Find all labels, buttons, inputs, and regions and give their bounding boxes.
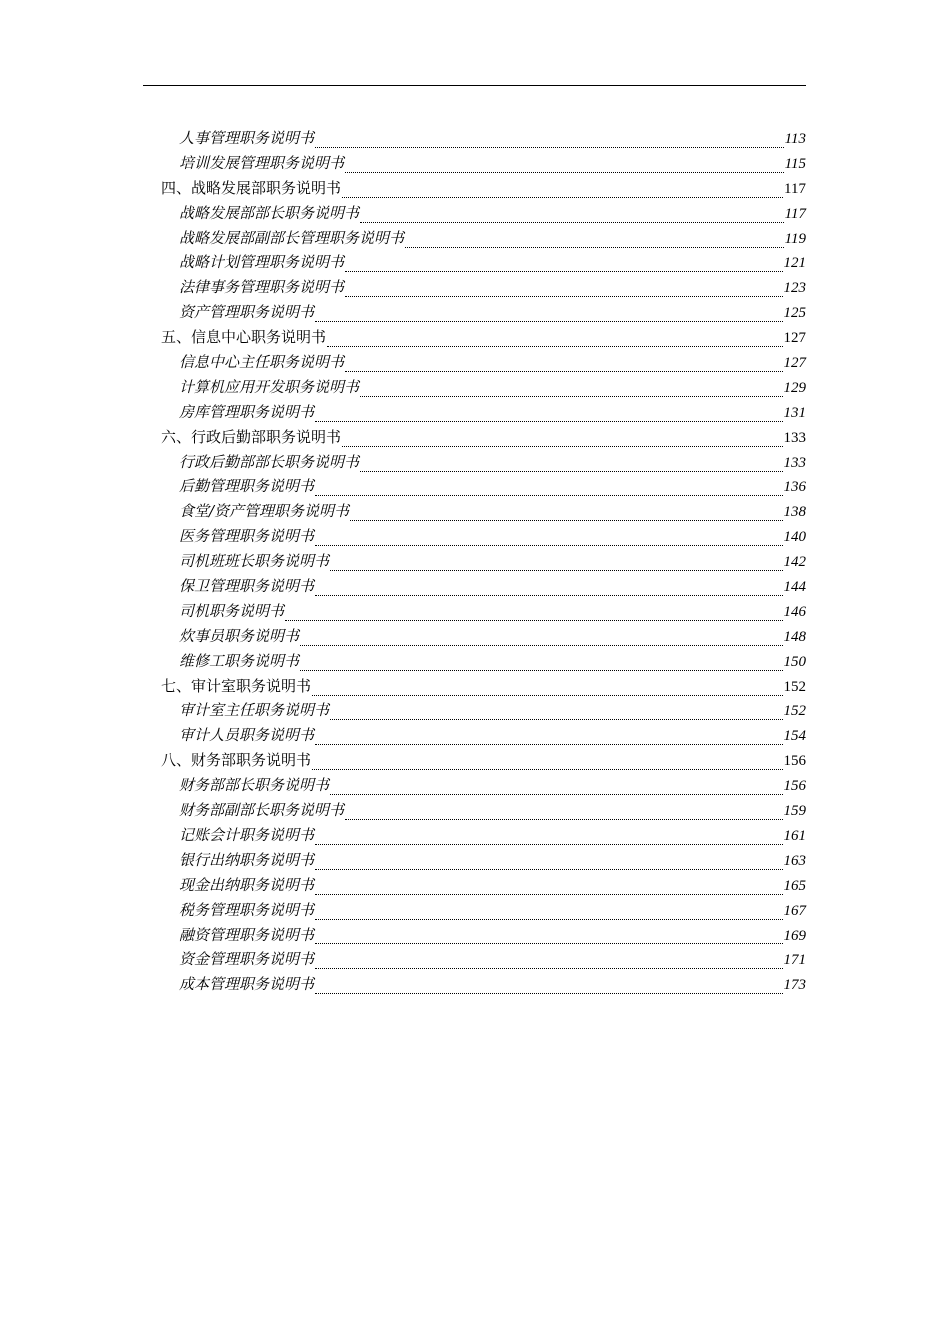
toc-page-number: 127: [783, 355, 806, 372]
toc-entry[interactable]: [161, 226, 806, 251]
toc-page-number: 152: [783, 703, 806, 720]
toc-page-number: 150: [783, 653, 806, 670]
toc-entry-title: 四、战略发展部职务说明书: [161, 178, 342, 197]
toc-entry[interactable]: [161, 599, 806, 624]
toc-dot-leader: [330, 560, 782, 571]
toc-entry-title: 司机班班长职务说明书: [179, 552, 330, 571]
toc-dot-leader: [350, 510, 782, 521]
toc-page-number: 117: [784, 180, 806, 197]
toc-entry-title: 现金出纳职务说明书: [179, 875, 315, 894]
toc-entry[interactable]: [161, 350, 806, 375]
toc-dot-leader: [345, 361, 782, 372]
toc-page-number: 125: [783, 305, 806, 322]
toc-entry[interactable]: [161, 947, 806, 972]
toc-entry-title: 司机职务说明书: [179, 601, 285, 620]
toc-entry-title: 成本管理职务说明书: [179, 975, 315, 994]
toc-page-number: 140: [783, 529, 806, 546]
toc-entry[interactable]: [161, 723, 806, 748]
toc-entry[interactable]: [161, 126, 806, 151]
toc-entry[interactable]: [161, 275, 806, 300]
toc-entry[interactable]: [161, 250, 806, 275]
toc-page-number: 113: [784, 131, 806, 147]
toc-entry[interactable]: [161, 972, 806, 997]
toc-page-number: 115: [784, 155, 806, 172]
toc-entry[interactable]: [161, 300, 806, 325]
toc-page-number: 133: [783, 454, 806, 471]
toc-page-number: 129: [783, 379, 806, 396]
toc-entry-title: 食堂/资产管理职务说明书: [179, 502, 350, 521]
toc-entry[interactable]: [161, 450, 806, 475]
toc-dot-leader: [330, 784, 782, 795]
toc-dot-leader: [405, 237, 784, 248]
toc-page-number: 171: [783, 952, 806, 969]
toc-page-number: 163: [783, 852, 806, 869]
toc-entry-title: 资金管理职务说明书: [179, 950, 315, 969]
toc-dot-leader: [315, 137, 784, 148]
toc-section-entry[interactable]: [161, 748, 806, 773]
toc-entry[interactable]: [161, 624, 806, 649]
toc-dot-leader: [315, 535, 782, 546]
toc-section-entry[interactable]: [161, 325, 806, 350]
toc-page-number: 121: [783, 255, 806, 272]
toc-dot-leader: [345, 261, 782, 272]
toc-dot-leader: [315, 411, 782, 422]
toc-dot-leader: [345, 809, 782, 820]
toc-entry[interactable]: [161, 524, 806, 549]
toc-page-number: 138: [783, 504, 806, 521]
toc-section-entry[interactable]: [161, 176, 806, 201]
toc-entry[interactable]: [161, 201, 806, 226]
toc-entry-title: 财务部副部长职务说明书: [179, 801, 345, 820]
toc-entry[interactable]: [161, 698, 806, 723]
toc-dot-leader: [342, 436, 782, 447]
toc-entry[interactable]: [161, 574, 806, 599]
toc-entry-title: 记账会计职务说明书: [179, 825, 315, 844]
toc-section-entry[interactable]: [161, 674, 806, 699]
toc-page-number: 127: [783, 330, 806, 347]
toc-entry-title: 融资管理职务说明书: [179, 925, 315, 944]
toc-dot-leader: [312, 685, 782, 696]
header-rule: [143, 85, 806, 86]
toc-entry-title: 计算机应用开发职务说明书: [179, 377, 360, 396]
toc-dot-leader: [315, 933, 782, 944]
toc-page-number: 131: [783, 404, 806, 421]
toc-page-number: 133: [783, 429, 806, 446]
toc-entry[interactable]: [161, 499, 806, 524]
toc-page-number: 152: [783, 678, 806, 695]
toc-entry-title: 行政后勤部部长职务说明书: [179, 452, 360, 471]
toc-page-number: 123: [783, 280, 806, 297]
toc-page-number: 154: [783, 728, 806, 745]
toc-dot-leader: [300, 635, 782, 646]
toc-entry-title: 战略发展部部长职务说明书: [179, 203, 360, 222]
toc-dot-leader: [327, 336, 782, 347]
toc-page-number: 156: [783, 753, 806, 770]
toc-dot-leader: [360, 386, 782, 397]
toc-section-entry[interactable]: [161, 425, 806, 450]
toc-entry-title: 人事管理职务说明书: [179, 129, 315, 147]
toc-entry[interactable]: [161, 873, 806, 898]
toc-page-number: 167: [783, 902, 806, 919]
toc-entry-title: 财务部部长职务说明书: [179, 776, 330, 795]
toc-entry-title: 银行出纳职务说明书: [179, 850, 315, 869]
toc-page-number: 119: [784, 230, 806, 247]
toc-entry-title: 七、审计室职务说明书: [161, 676, 312, 695]
toc-entry[interactable]: [161, 400, 806, 425]
toc-page-number: 117: [784, 205, 806, 222]
toc-entry-title: 审计人员职务说明书: [179, 726, 315, 745]
toc-dot-leader: [342, 187, 783, 198]
toc-dot-leader: [315, 311, 782, 322]
toc-dot-leader: [285, 610, 782, 621]
toc-entry-title: 五、信息中心职务说明书: [161, 328, 327, 347]
toc-page-number: 161: [783, 827, 806, 844]
toc-entry[interactable]: [161, 848, 806, 873]
toc-entry[interactable]: [161, 474, 806, 499]
toc-entry-title: 六、行政后勤部职务说明书: [161, 427, 342, 446]
toc-entry[interactable]: [161, 923, 806, 948]
toc-page-number: 169: [783, 927, 806, 944]
table-of-contents: [161, 126, 806, 997]
toc-entry[interactable]: [161, 549, 806, 574]
toc-entry[interactable]: [161, 375, 806, 400]
toc-page-number: 156: [783, 778, 806, 795]
toc-entry-title: 战略发展部副部长管理职务说明书: [179, 228, 405, 247]
toc-entry[interactable]: [161, 649, 806, 674]
toc-dot-leader: [315, 485, 782, 496]
toc-dot-leader: [360, 461, 782, 472]
toc-page-number: 159: [783, 803, 806, 820]
toc-page-number: 165: [783, 877, 806, 894]
toc-entry-title: 后勤管理职务说明书: [179, 477, 315, 496]
toc-dot-leader: [315, 884, 782, 895]
toc-page-number: 144: [783, 579, 806, 596]
toc-entry-title: 法律事务管理职务说明书: [179, 278, 345, 297]
toc-dot-leader: [300, 660, 782, 671]
toc-page-number: 142: [783, 554, 806, 571]
toc-entry-title: 炊事员职务说明书: [179, 626, 300, 645]
toc-entry-title: 战略计划管理职务说明书: [179, 253, 345, 272]
toc-dot-leader: [315, 834, 782, 845]
toc-dot-leader: [315, 958, 782, 969]
toc-entry-title: 医务管理职务说明书: [179, 527, 315, 546]
toc-page-number: 173: [783, 977, 806, 994]
toc-page-number: 146: [783, 603, 806, 620]
toc-dot-leader: [315, 909, 782, 920]
toc-dot-leader: [345, 162, 784, 173]
toc-entry-title: 税务管理职务说明书: [179, 900, 315, 919]
toc-entry-title: 信息中心主任职务说明书: [179, 353, 345, 372]
toc-entry[interactable]: [161, 798, 806, 823]
toc-dot-leader: [312, 759, 782, 770]
toc-entry-title: 房库管理职务说明书: [179, 402, 315, 421]
toc-dot-leader: [315, 983, 782, 994]
toc-entry-title: 培训发展管理职务说明书: [179, 153, 345, 172]
toc-entry-title: 八、财务部职务说明书: [161, 751, 312, 770]
toc-dot-leader: [330, 709, 782, 720]
toc-entry-title: 审计室主任职务说明书: [179, 701, 330, 720]
toc-page-number: 136: [783, 479, 806, 496]
toc-entry[interactable]: [161, 773, 806, 798]
toc-dot-leader: [360, 212, 784, 223]
toc-dot-leader: [315, 585, 782, 596]
toc-entry[interactable]: [161, 151, 806, 176]
toc-dot-leader: [315, 734, 782, 745]
toc-entry-title: 资产管理职务说明书: [179, 303, 315, 322]
toc-entry[interactable]: [161, 823, 806, 848]
toc-entry-title: 保卫管理职务说明书: [179, 577, 315, 596]
toc-dot-leader: [345, 286, 782, 297]
toc-entry[interactable]: [161, 898, 806, 923]
toc-dot-leader: [315, 859, 782, 870]
toc-page-number: 148: [783, 628, 806, 645]
toc-entry-title: 维修工职务说明书: [179, 651, 300, 670]
